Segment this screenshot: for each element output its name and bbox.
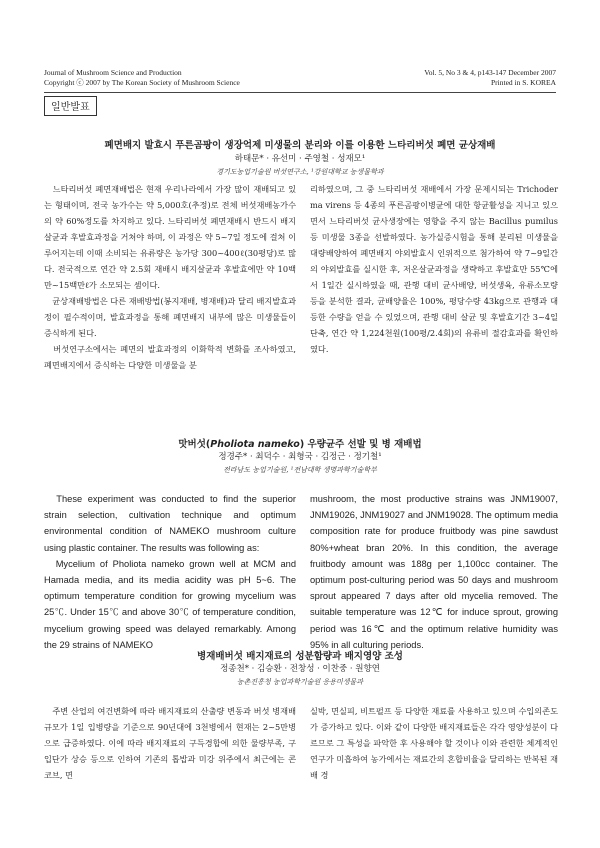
article2-authors: 정경주* · 최덕수 · 최형국 · 김정근 · 정기철¹ — [218, 452, 382, 462]
article1-left-column — [44, 181, 296, 373]
article3-right-column — [310, 703, 558, 783]
paragraph: mushroom, the most productive strains was JNM19007, JNM19026, JNM19027 and JNM19028. The optimum media composition rate for produce fruitbody was pine sawdust 80%+wheat bran 20%. In this condition, the average fruitbody amount was 188g per 1,100cc container. The optimum post-culturing period was 50 days and mushroom sprout appeared 7 days after old mycelia removed. The suitable temperature was 12℃ for induce sprout, growing period was 16℃ and the optimum relative humidity was 95% in all culturing periods. — [310, 494, 558, 650]
paragraph: These experiment was conducted to find the superior strain selection, cultivation technique and optimum environmental condition of NAMEKO mushroom culture using plastic container. The results was following as: — [44, 494, 296, 553]
title-part: 맛버섯( — [178, 439, 211, 450]
article1-authors: 하태문* · 유선미 · 주영철 · 성재모¹ — [234, 154, 366, 164]
journal-name: Journal of Mushroom Science and Production — [44, 68, 182, 77]
article2-left-column — [44, 491, 296, 653]
article1-affiliation: 경기도농업기술원 버섯연구소, ¹강원대학교 농생물학과 — [216, 168, 384, 176]
copyright-line: Copyright ⓒ 2007 by The Korean Society of Mushroom Science — [44, 78, 240, 87]
paragraph: 버섯연구소에서는 폐면의 발효과정의 이화학적 변화를 조사하였고, 폐면배지에서 증식하는 다양한 미생물을 분 — [44, 344, 296, 370]
title-species: Pholiota nameko — [210, 439, 300, 450]
paragraph: 주변 산업의 여건변화에 따라 배지재료의 산출량 변동과 버섯 병재배 규모가 1일 입병량을 기준으로 90년대에 3천병에서 현재는 2~5만병으로 급증하였다. 이에 따라 배지재료의 구득경합에 의한 물량부족, 구입단가 상승 등으로 인하여 기존의 톱밥과 미강 위주에서 최근에는 콘코브, 면 — [44, 706, 296, 780]
section-badge: 일반발표 — [44, 96, 97, 116]
article3-left-column — [44, 703, 296, 783]
article3-authors: 정종천* · 김승환 · 전창성 · 이찬중 · 원향연 — [220, 664, 380, 674]
paragraph: 균상재배방법은 다른 재배방법(봉지재배, 병재배)과 달리 배지발효과정이 필수적이며, 발효과정을 통해 폐면배지 내부에 많은 미생물들이 증식하게 된다. — [44, 296, 296, 338]
paragraph: 리하였으며, 그 중 느타리버섯 재배에서 가장 문제시되는 Trichoderma virens 등 4종의 푸른곰팡이병균에 대한 항균활성을 지니고 있으면서 느타리버섯 균사생장에는 영향을 주지 않는 Bacillus pumilus 등 미생물 3종을 선발하였다. 농가실증시험을 통해 분리된 미생물을 대량배양하여 폐면배지 야외발효시 인위적으로 첨가하여 약 7~9일간의 야외발효를 실시한 후, 저온살균과정을 생략하고 후발효만 55℃에서 1일간 실시하였을 때, 관행 대비 균사배양, 버섯생육, 유류소모량 등을 분석한 결과, 균배양율은 100%, 평당수량 43kg으로 관행과 대등한 수량을 얻을 수 있었으며, 관행 대비 살균 및 후발효기간 3~4일 단축, 연간 약 1,224천원(100평/2.4회)의 유류비 절감효과를 확인하였다. — [310, 184, 558, 354]
title-part: ) 우량균주 선발 및 병 재배법 — [299, 439, 422, 450]
paragraph: Mycelium of Pholiota nameko grown well at MCM and Hamada media, and its media acidity was pH 5~6. The optimum temperature condition for growing mycelium was 25℃. Under 15℃ and above 30℃ of temperature condition, mycelium growing speed was delayed remarkably. Among the 29 strains of NAMEKO — [44, 558, 296, 650]
header-left — [44, 68, 240, 88]
volume-info: Vol. 5, No 3 & 4, p143-147 December 2007 — [424, 68, 556, 77]
article1-right-column — [310, 181, 558, 357]
article3-affiliation: 농촌진흥청 농업과학기술원 응용미생물과 — [236, 678, 364, 686]
article1-title: 폐면배지 발효시 푸른곰팡이 생장억제 미생물의 분리와 이를 이용한 느타리버섯 폐면 균상재배 — [104, 140, 496, 151]
paragraph: 느타리버섯 폐면재배법은 현재 우리나라에서 가장 많이 재배되고 있는 형태이며, 전국 농가수는 약 5,000호(추정)로 전체 버섯재배농가수의 약 60%정도를 차지하고 있다. 느타리버섯 폐면재배시 반드시 배지살균과 후발효과정을 거쳐야 하며, 이 과정은 약 5~7일 정도에 걸쳐 이루어지는데 이때 소비되는 유류량은 농가당 300~400ℓ(30평당)로 많다. 전국적으로 연간 약 2.5회 재배시 배지살균과 후발효에만 약 10백만~15백만ℓ가 소모되는 셈이다. — [44, 184, 296, 290]
article3-title: 병재배버섯 배지재료의 성분함량과 배지영양 조성 — [197, 651, 403, 662]
header-right — [424, 68, 556, 88]
paragraph: 실박, 면실피, 비트펄프 등 다양한 재료를 사용하고 있으며 수입의존도가 증가하고 있다. 이와 같이 다양한 배지재료들은 각각 영양성분이 다르므로 그 특성을 파악한 후 사용해야 할 것이나 이와 관련한 체계적인 연구가 미흡하여 농가에서는 재료간의 혼합비율을 달리하는 반복된 재배 경 — [310, 706, 558, 780]
article2-affiliation: 전라남도 농업기술원, ¹전남대학 생명과학기술학부 — [223, 466, 377, 474]
article2-title — [44, 436, 556, 450]
printed-info: Printed in S. KOREA — [490, 78, 556, 87]
article2-right-column — [310, 491, 558, 653]
header-rule — [44, 92, 556, 93]
